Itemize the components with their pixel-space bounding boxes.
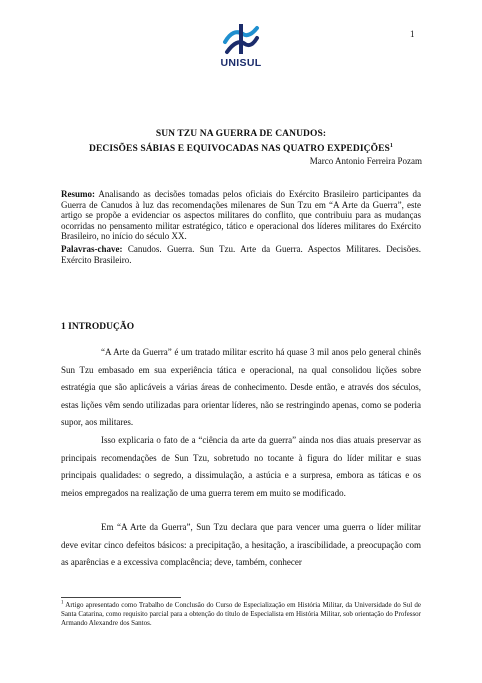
body-paragraph: Isso explicaria o fato de a “ciência da arte da guerra” ainda nos dias atuais preservar as principais recomendações de Sun Tzu, sobretudo no tocante à figura do líder militar e suas principais qualidades: o segredo, a dissimulação, a astúcia e a surpresa, embora as táticas e os meios empregados na realização de uma guerra terem em muito se modificado. [61, 435, 421, 498]
body-paragraph: “A Arte da Guerra” é um tratado militar escrito há quase 3 mil anos pelo general chinês Sun Tzu embasado em sua experiência tática e operacional, na qual consolidou lições sobre estratégia que são aplicáveis a várias áreas de conhecimento. Desde então, e através dos séculos, estas lições vêm sendo utilizadas para orientar líderes, não se restringindo apenas, como se poderia supor, aos militares. [61, 347, 421, 427]
unisul-logo-icon [221, 22, 261, 56]
footnote-divider [61, 597, 181, 598]
author-name: Marco Antonio Ferreira Pozam [309, 156, 422, 166]
abstract-label: Resumo: [61, 189, 95, 199]
abstract-text: Analisando as decisões tomadas pelos oficiais do Exército Brasileiro participantes da Guerra de Canudos à luz das recomendações milenares de Sun Tzu em “A Arte da Guerra”, este artigo se propõe a evidenciar os aspectos militares do conflito, que contribuiu para as mudanças ocorridas no pensamento militar estratégico, tático e operacional dos líderes militares do Exército Brasileiro, no início do século XX. [61, 189, 421, 242]
title-line-1: SUN TZU NA GUERRA DE CANUDOS: [155, 129, 327, 139]
page-number: 1 [410, 29, 415, 39]
logo-text: UNISUL [220, 57, 262, 69]
section-heading: 1 INTRODUÇÃO [61, 322, 135, 332]
abstract [61, 189, 421, 242]
keywords [61, 244, 421, 265]
keywords-text: Canudos. Guerra. Sun Tzu. Arte da Guerra. Aspectos Militares. Decisões. Exército Brasileiro. [61, 244, 422, 265]
paper-title [60, 127, 422, 157]
title-line-2 [60, 142, 422, 157]
title-footnote-marker: 1 [389, 142, 393, 149]
footnote-text: Artigo apresentado como Trabalho de Conclusão do Curso de Especialização em História Militar, da Universidade do Sul de Santa Catarina, como requisito parcial para a obtenção do título de Especialista em História Militar, sob orientação do Professor Armando Alexandre dos Santos. [61, 601, 422, 627]
footnote-marker: 1 [61, 600, 64, 606]
title-line-2-text: DECISÕES SÁBIAS E EQUIVOCADAS NAS QUATRO EXPEDIÇÕES [89, 144, 390, 154]
body-paragraph: Em “A Arte da Guerra”, Sun Tzu declara que para vencer uma guerra o líder militar deve evitar cinco defeitos básicos: a precipitação, a hesitação, a irascibilidade, a preocupação com as aparências e a excessiva complacência; deve, também, conhecer [61, 522, 421, 567]
unisul-logo [211, 22, 271, 74]
keywords-label: Palavras-chave: [61, 244, 123, 254]
footnote [61, 601, 421, 628]
